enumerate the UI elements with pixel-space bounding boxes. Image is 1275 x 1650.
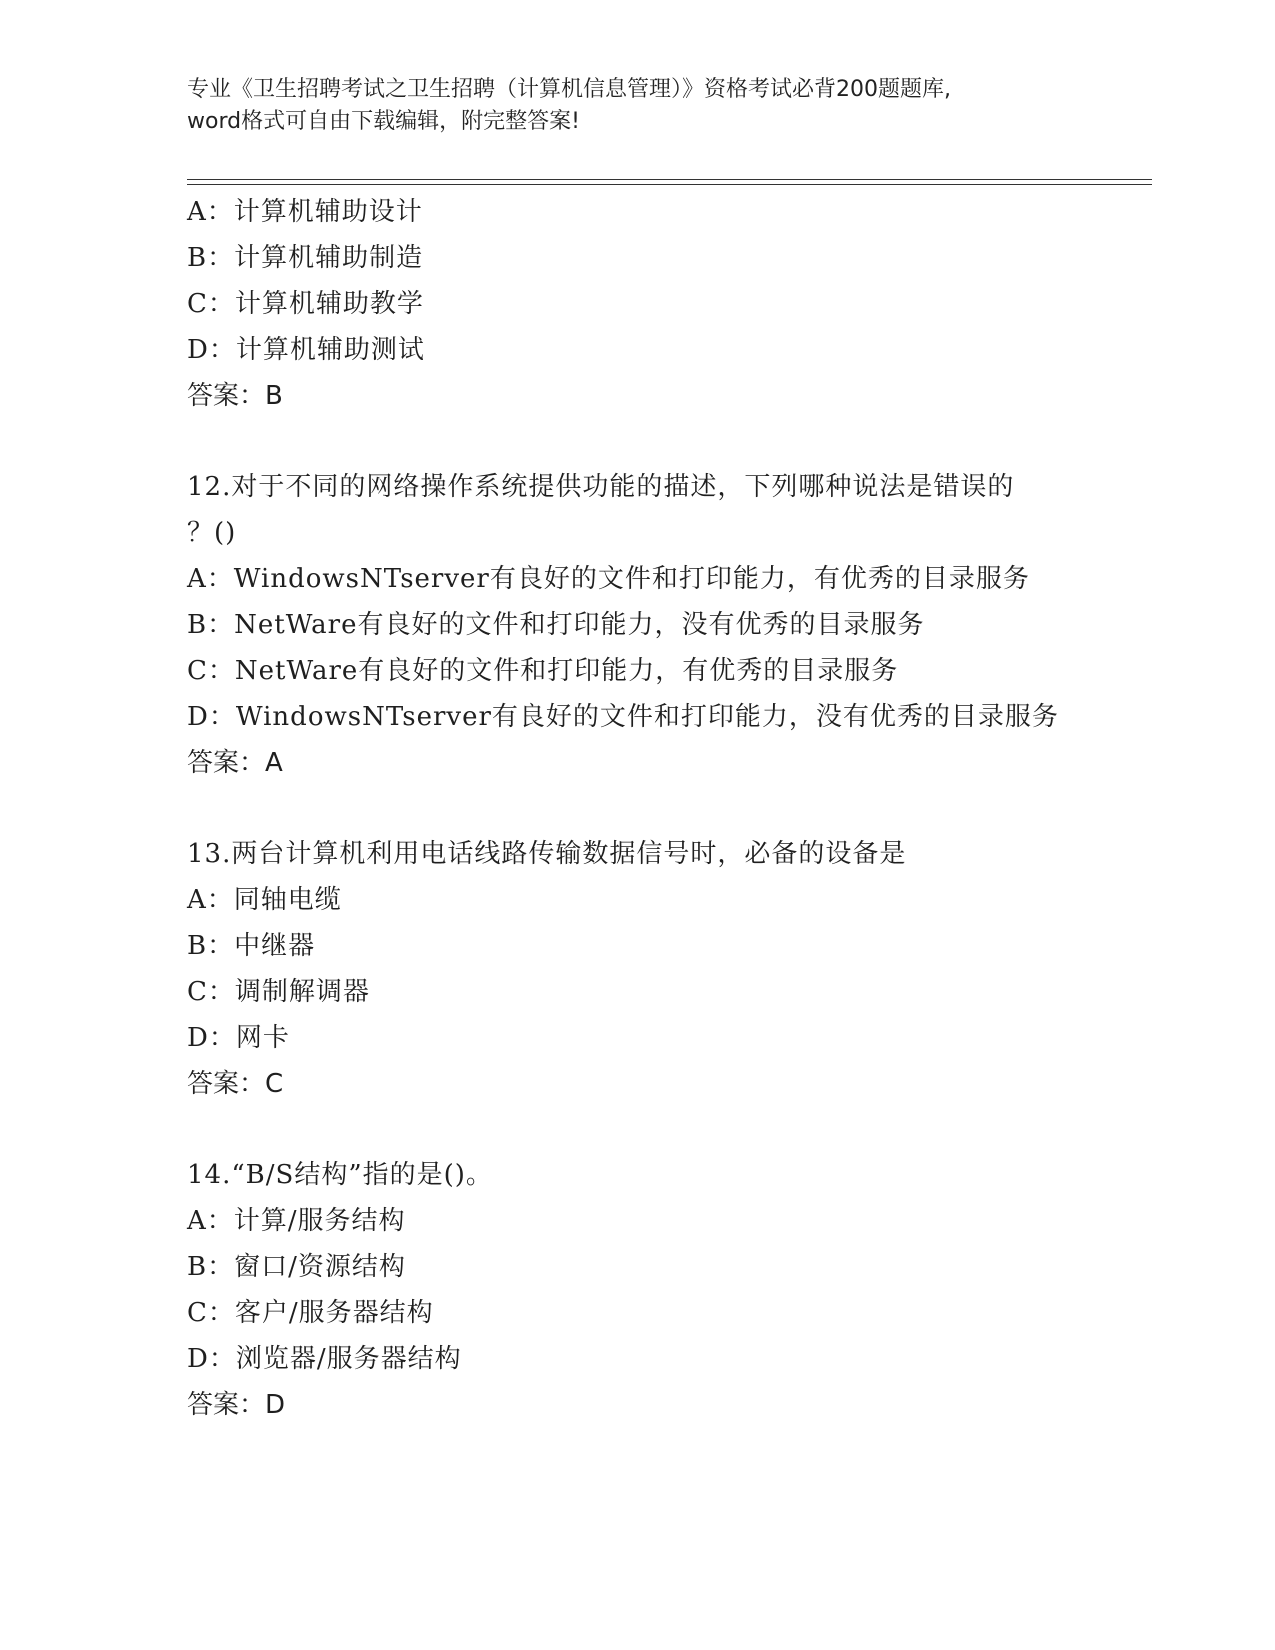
option-b: B：计算机辅助制造 bbox=[187, 243, 424, 273]
question-text: 13.两台计算机利用电话线路传输数据信号时，必备的设备是 bbox=[187, 839, 907, 869]
option-a: A：计算/服务结构 bbox=[187, 1206, 406, 1236]
option-a: A：计算机辅助设计 bbox=[187, 197, 423, 227]
header-divider-bottom bbox=[187, 184, 1152, 185]
option-b: B：中继器 bbox=[187, 931, 316, 961]
spacer bbox=[187, 786, 1147, 831]
question-list bbox=[187, 189, 1147, 1428]
spacer bbox=[187, 419, 1147, 464]
option-c: C：客户/服务器结构 bbox=[187, 1298, 434, 1328]
option-c: C：调制解调器 bbox=[187, 977, 370, 1007]
option-c: C：NetWare有良好的文件和打印能力，有优秀的目录服务 bbox=[187, 656, 899, 686]
page-header bbox=[187, 74, 1087, 138]
header-divider-top bbox=[187, 179, 1152, 180]
question-12 bbox=[187, 464, 1147, 786]
question-11 bbox=[187, 189, 1147, 419]
header-line-1: 专业《卫生招聘考试之卫生招聘（计算机信息管理）》资格考试必背200题题库, bbox=[187, 77, 951, 102]
option-a: A：WindowsNTserver有良好的文件和打印能力，有优秀的目录服务 bbox=[187, 564, 1030, 594]
option-d: D：WindowsNTserver有良好的文件和打印能力，没有优秀的目录服务 bbox=[187, 702, 1059, 732]
question-text: 14.“B/S结构”指的是()。 bbox=[187, 1160, 493, 1190]
spacer bbox=[187, 1107, 1147, 1152]
question-text: 12.对于不同的网络操作系统提供功能的描述，下列哪种说法是错误的 bbox=[187, 472, 1015, 502]
answer: 答案：C bbox=[187, 1069, 284, 1099]
answer: 答案：D bbox=[187, 1390, 286, 1420]
option-d: D：计算机辅助测试 bbox=[187, 335, 425, 365]
question-text-continued: ？() bbox=[187, 518, 237, 548]
option-d: D：浏览器/服务器结构 bbox=[187, 1344, 462, 1374]
question-13 bbox=[187, 831, 1147, 1107]
header-line-2: word格式可自由下载编辑，附完整答案! bbox=[187, 109, 580, 134]
answer: 答案：B bbox=[187, 381, 283, 411]
option-c: C：计算机辅助教学 bbox=[187, 289, 424, 319]
answer: 答案：A bbox=[187, 748, 283, 778]
option-b: B：窗口/资源结构 bbox=[187, 1252, 406, 1282]
option-b: B：NetWare有良好的文件和打印能力，没有优秀的目录服务 bbox=[187, 610, 925, 640]
option-d: D：网卡 bbox=[187, 1023, 290, 1053]
option-a: A：同轴电缆 bbox=[187, 885, 342, 915]
question-14 bbox=[187, 1152, 1147, 1428]
